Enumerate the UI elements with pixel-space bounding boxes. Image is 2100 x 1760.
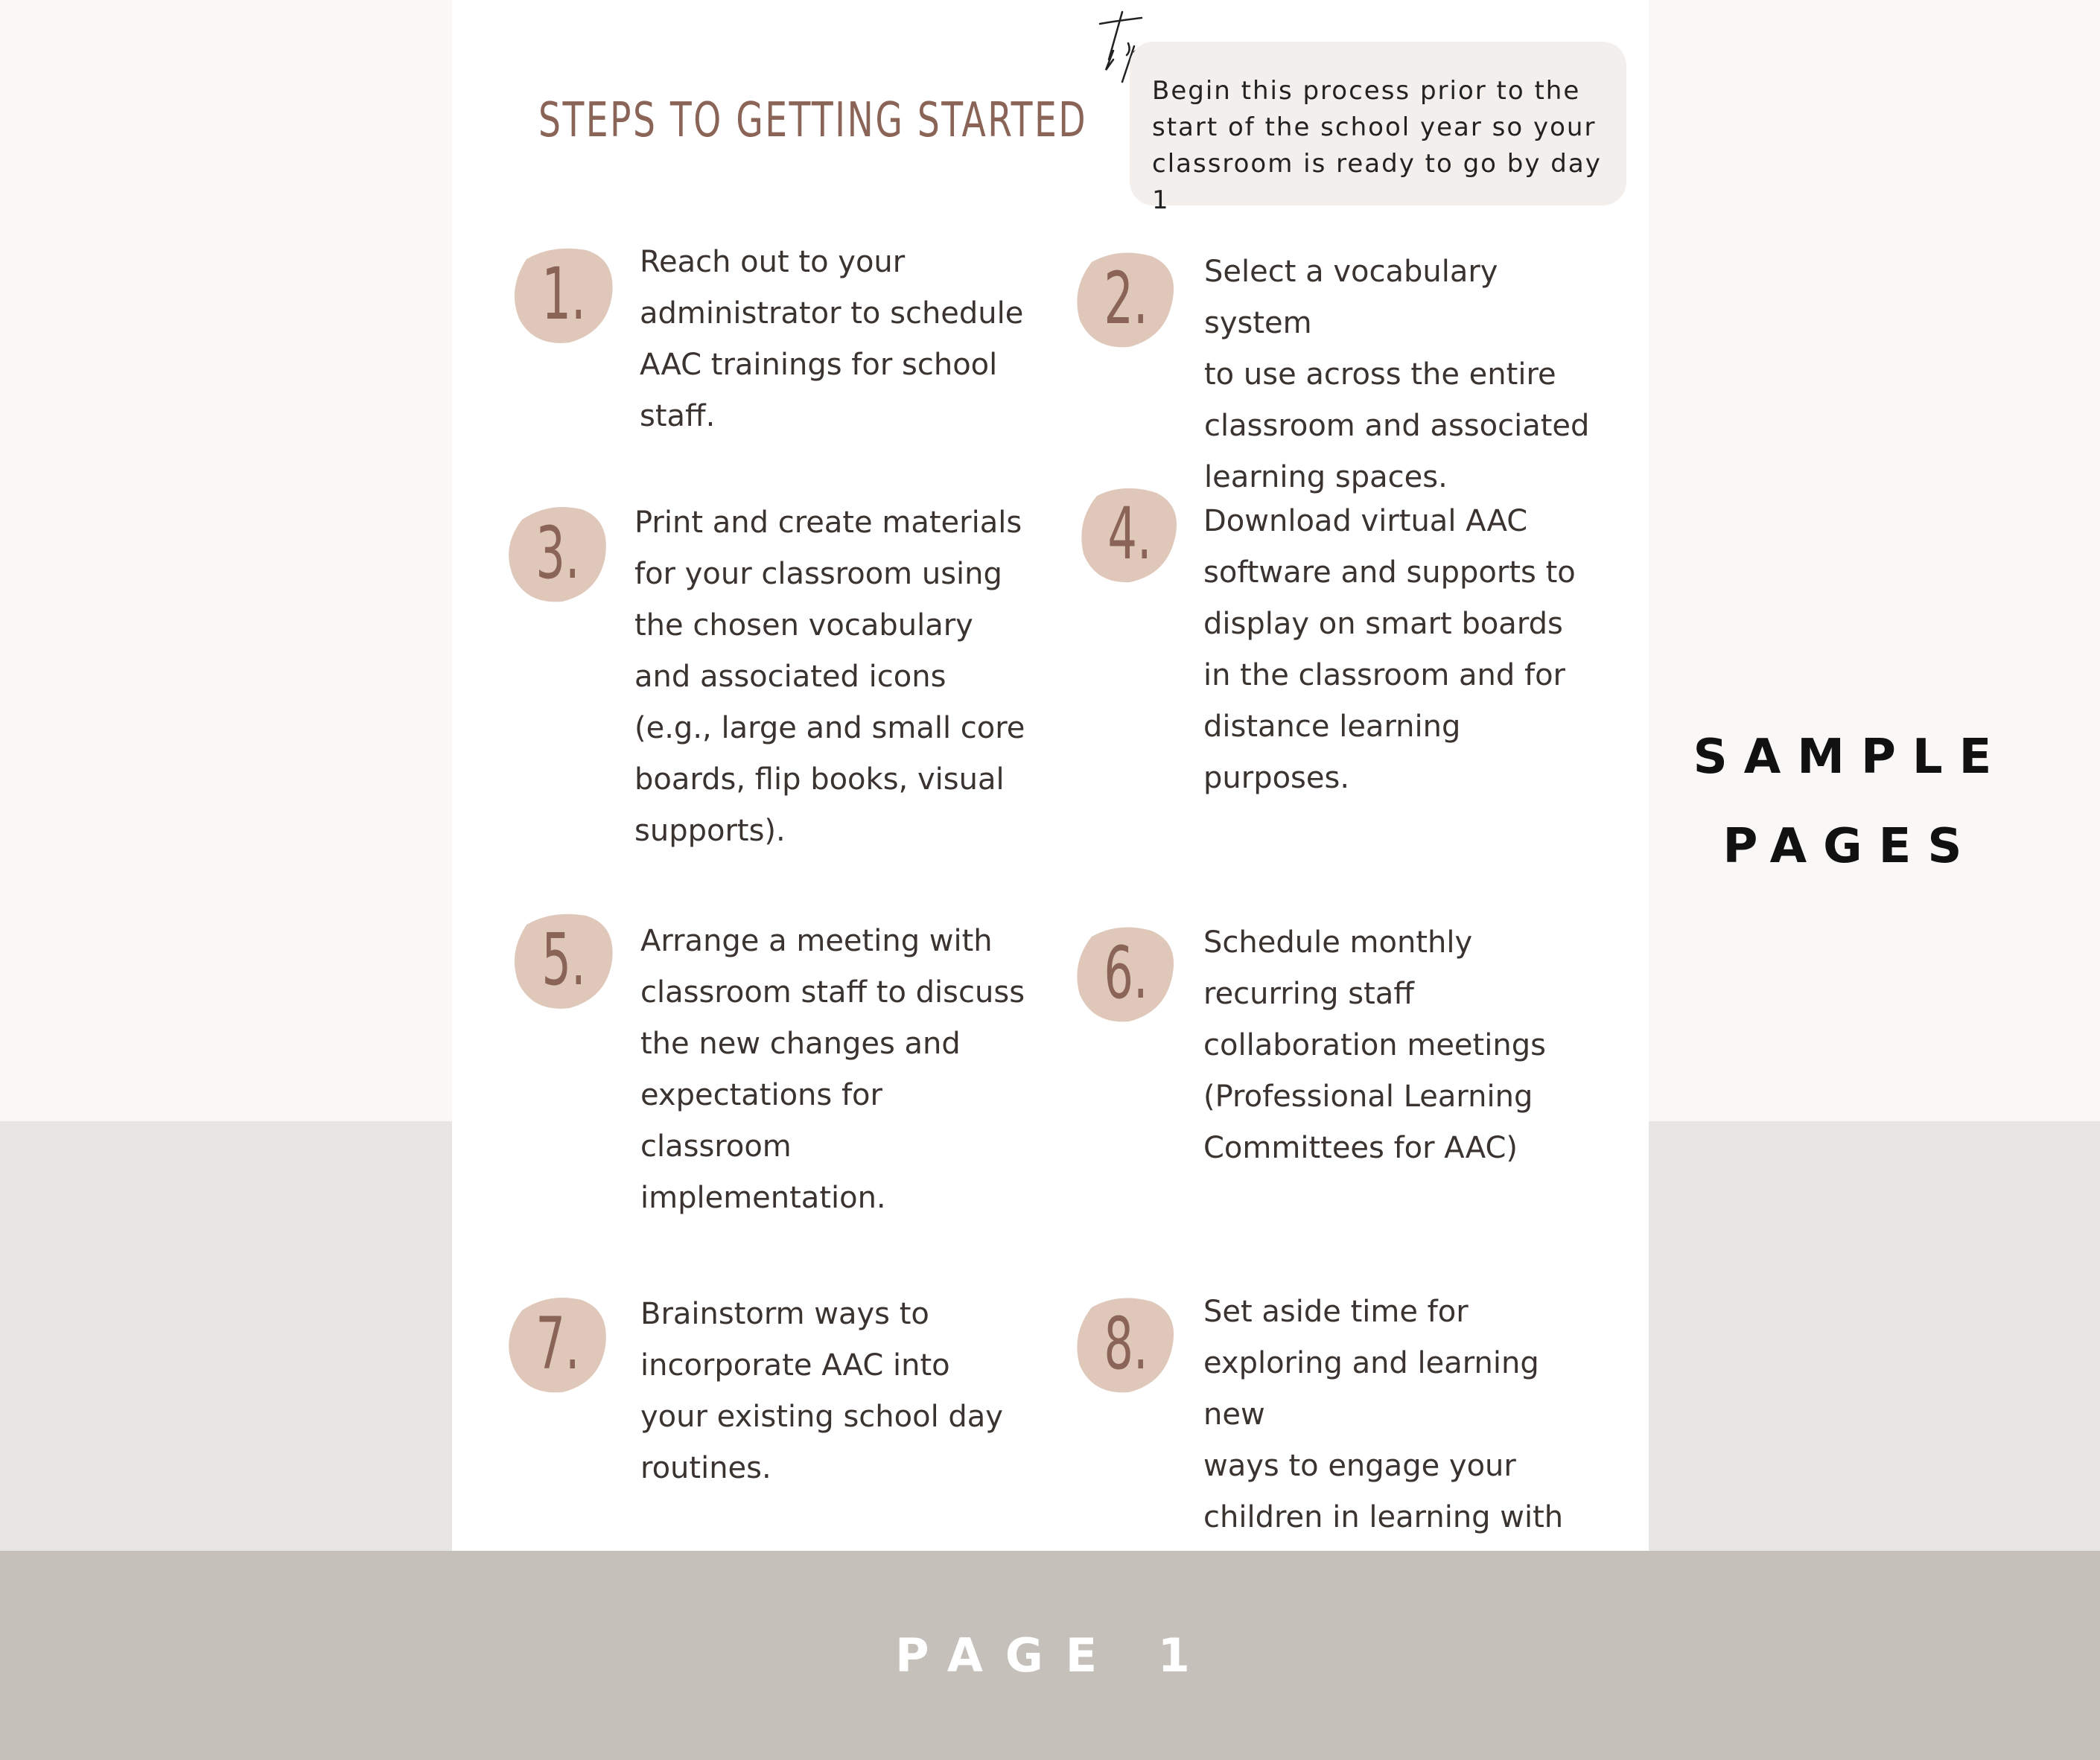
page-heading: STEPS TO GETTING STARTED bbox=[538, 93, 1088, 148]
document-page bbox=[452, 0, 1649, 1551]
sample-label: SAMPLE bbox=[1693, 730, 2008, 785]
step-number-badge bbox=[506, 1294, 610, 1394]
step-number-badge bbox=[1074, 249, 1178, 349]
step-number: 5. bbox=[541, 918, 586, 1001]
step-text: Arrange a meeting with classroom staff to discuss the new changes and expectations for classroom implementation. bbox=[640, 924, 1025, 1215]
step-text: Select a vocabulary system to use across the entire classroom and associated learning spaces. bbox=[1204, 255, 1590, 494]
step-number-badge bbox=[512, 910, 616, 1010]
step-number: 1. bbox=[541, 252, 586, 336]
pages-label: PAGES bbox=[1722, 819, 1979, 874]
step-number: 8. bbox=[1104, 1302, 1148, 1386]
step-number: 7. bbox=[535, 1302, 580, 1386]
step-number: 4. bbox=[1107, 492, 1152, 575]
step-text: Schedule monthly recurring staff collaboration meetings (Professional Learning Committees for AAC) bbox=[1203, 925, 1546, 1165]
step-number: 6. bbox=[1104, 931, 1148, 1015]
step-number: 2. bbox=[1104, 257, 1148, 340]
step-text: Set aside time for exploring and learning new ways to engage your children in learning with bbox=[1203, 1295, 1564, 1534]
tip-text: Begin this process prior to the start of the school year so your classroom is ready to go by day 1 bbox=[1152, 76, 1602, 215]
footer-band bbox=[0, 1551, 2100, 1760]
step-number: 3. bbox=[535, 511, 580, 595]
tip-box bbox=[1130, 42, 1626, 215]
step-number-badge bbox=[1074, 923, 1178, 1024]
step-number-badge bbox=[512, 244, 616, 345]
step-number-badge bbox=[1074, 1294, 1178, 1394]
step-number-badge bbox=[1078, 484, 1182, 584]
step-text: Brainstorm ways to incorporate AAC into your existing school day routines. bbox=[640, 1297, 1003, 1485]
step-number-badge bbox=[506, 503, 610, 604]
step-text: Reach out to your administrator to schedule AAC trainings for school staff. bbox=[640, 245, 1024, 433]
step-text: Download virtual AAC software and supports to display on smart boards in the classroom and for distance learning purposes. bbox=[1203, 504, 1576, 795]
step-text: Print and create materials for your classroom using the chosen vocabulary and associated icons (e.g., large and small core boards, flip books, visual supports). bbox=[634, 506, 1025, 848]
page-number-label: PAGE 1 bbox=[895, 1628, 1212, 1683]
